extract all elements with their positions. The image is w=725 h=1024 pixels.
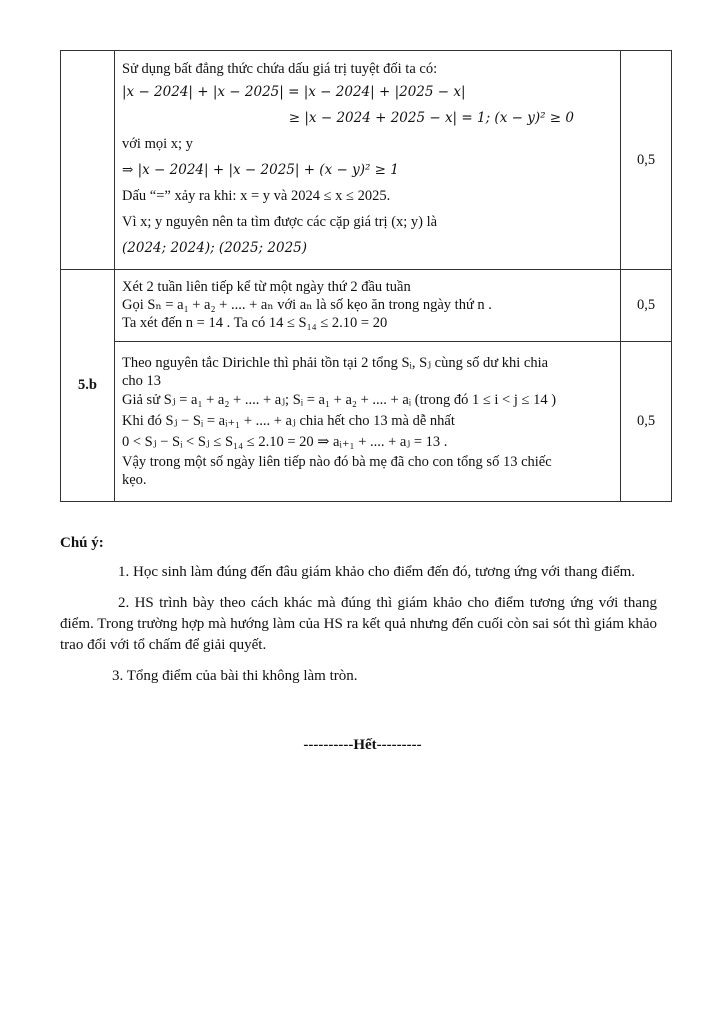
- end-marker: ----------Hết---------: [303, 737, 422, 753]
- math-line: ⇒ |x − 2024| + |x − 2025| + (x − y)² ≥ 1: [122, 161, 399, 178]
- math-line: |x − 2024| + |x − 2025| = |x − 2024| + |2025 − x|: [122, 83, 466, 100]
- row-label: 5.b: [61, 270, 115, 502]
- table-row: [61, 51, 672, 270]
- row-content: [115, 51, 621, 270]
- content-line: cho 13: [122, 372, 162, 389]
- content-line: Theo nguyên tắc Dirichle thì phải tồn tại 2 tổng Sᵢ, Sⱼ cùng số dư khi chia: [122, 354, 549, 371]
- math-line: (2024; 2024); (2025; 2025): [122, 239, 308, 256]
- content-line: Dấu “=” xảy ra khi: x = y và 2024 ≤ x ≤ 2025.: [122, 187, 391, 204]
- note-item: 3. Tổng điểm của bài thi không làm tròn.: [112, 668, 358, 684]
- content-line: Vậy trong một số ngày liên tiếp nào đó bà mẹ đã cho con tổng số 13 chiếc: [122, 453, 552, 470]
- content-line: Sử dụng bất đẳng thức chứa dấu giá trị tuyệt đối ta có:: [122, 60, 438, 77]
- content-line: với mọi x; y: [122, 135, 193, 152]
- content-line: Khi đó Sⱼ − Sᵢ = aᵢ₊₁ + .... + aⱼ chia hết cho 13 mà dễ nhất: [122, 412, 455, 429]
- row-content: [115, 270, 621, 342]
- math-line: ≥ |x − 2024 + 2025 − x| = 1; (x − y)² ≥ 0: [288, 109, 574, 126]
- score-cell: 0,5: [621, 342, 672, 502]
- content-line: Gọi Sₙ = a₁ + a₂ + .... + aₙ với aₙ là số kẹo ăn trong ngày thứ n .: [122, 297, 492, 313]
- notes-block: [60, 562, 657, 687]
- grading-table: [60, 50, 672, 502]
- content-line: 0 < Sⱼ − Sᵢ < Sⱼ ≤ S₁₄ ≤ 2.10 = 20 ⇒ aᵢ₊₁ + .... + aⱼ = 13 .: [122, 433, 448, 450]
- content-line: Xét 2 tuần liên tiếp kể từ một ngày thứ 2 đầu tuần: [122, 279, 411, 295]
- table-row: [61, 342, 672, 502]
- score-cell: 0,5: [621, 270, 672, 342]
- row-label: [61, 51, 115, 270]
- content-line: Vì x; y nguyên nên ta tìm được các cặp giá trị (x; y) là: [122, 213, 438, 230]
- note-item: 1. Học sinh làm đúng đến đâu giám khảo cho điểm đến đó, tương ứng với thang điểm.: [118, 564, 636, 580]
- score-cell: 0,5: [621, 51, 672, 270]
- content-line: kẹo.: [122, 471, 147, 488]
- table-row: [61, 270, 672, 342]
- note-item: 2. HS trình bày theo cách khác mà đúng thì giám khảo cho điểm tương ứng với thang điểm. Trong trường hợp mà hướng làm của HS ra kết quả nhưng đến cuối còn sai sót thì giám khảo trao đổi với tổ chấm để giải quyết.: [60, 595, 657, 653]
- notes-title: Chú ý:: [60, 535, 104, 551]
- row-content: [115, 342, 621, 502]
- content-line: Giả sử Sⱼ = a₁ + a₂ + .... + aⱼ; Sᵢ = a₁ + a₂ + .... + aᵢ (trong đó 1 ≤ i < j ≤ 14 ): [122, 391, 557, 408]
- content-line: Ta xét đến n = 14 . Ta có 14 ≤ S₁₄ ≤ 2.10 = 20: [122, 315, 388, 331]
